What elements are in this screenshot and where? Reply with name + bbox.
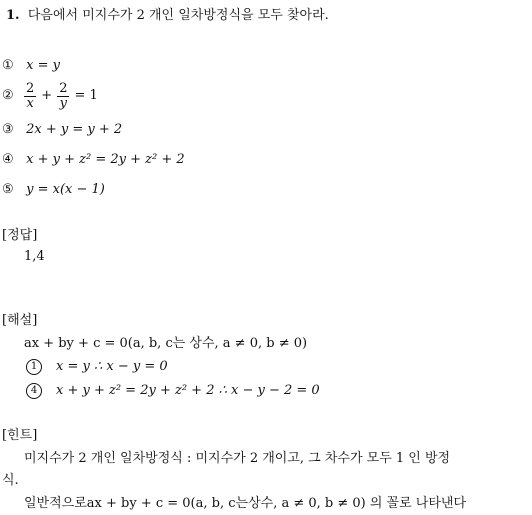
option-5 [2,182,105,198]
explanation-item-1-expr: x = y ∴ x − y = 0 [56,359,168,374]
fraction-2-denominator: y [59,95,67,111]
question [6,8,329,24]
option-5-marker: ⑤ [2,182,14,197]
option-2: ② $\frac{2}{x}$ + $\frac{2}{y}$ = 1 [2,80,98,111]
explanation-general: ax + by + c = 0(a, b, c는 상수, a ≠ 0, b ≠ 0) [24,336,308,351]
explanation-heading: [해설] [2,313,38,328]
option-1-marker: ① [2,58,14,73]
circled-number-icon: 4 [26,383,42,399]
option-3-marker: ③ [2,122,14,137]
fraction-2-numerator: 2 [59,80,68,96]
option-2-rhs: = 1 [74,88,98,103]
answer-heading: [정답] [2,228,38,243]
option-4 [2,152,185,168]
explanation-item-2 [26,383,320,399]
hint-heading: [힌트] [2,428,38,443]
option-4-expr: x + y + z² = 2y + z² + 2 [26,152,185,167]
explanation-item-2-expr: x + y + z² = 2y + z² + 2 ∴ x − y − 2 = 0 [56,383,320,398]
option-4-marker: ④ [2,152,14,167]
hint-line-1: 미지수가 2 개인 일차방정식 : 미지수가 2 개이고, 그 차수가 모두 1 인 방정 [24,451,451,466]
circled-number-icon: 1 [26,359,42,375]
option-5-expr: y = x(x − 1) [26,182,105,197]
option-1-expr: x = y [26,58,60,73]
answer-value: 1,4 [24,249,45,264]
fraction-1-numerator: 2 [26,80,35,96]
fraction-1-denominator: x [26,95,34,111]
option-1 [2,58,60,74]
option-3-expr: 2x + y = y + 2 [26,122,123,137]
option-2-fraction-2 [57,82,69,111]
option-2-fraction-1 [24,82,36,111]
hint-line-2: 식. [2,473,19,488]
option-2-marker: ② [2,88,14,103]
explanation-item-1 [26,359,168,375]
question-number: 1. [6,8,20,23]
hint-line-3: 일반적으로ax + by + c = 0(a, b, c는상수, a ≠ 0, b ≠ 0) 의 꼴로 나타낸다 [24,496,467,511]
question-text: 다음에서 미지수가 2 개인 일차방정식을 모두 찾아라. [27,8,329,23]
option-3 [2,122,122,138]
